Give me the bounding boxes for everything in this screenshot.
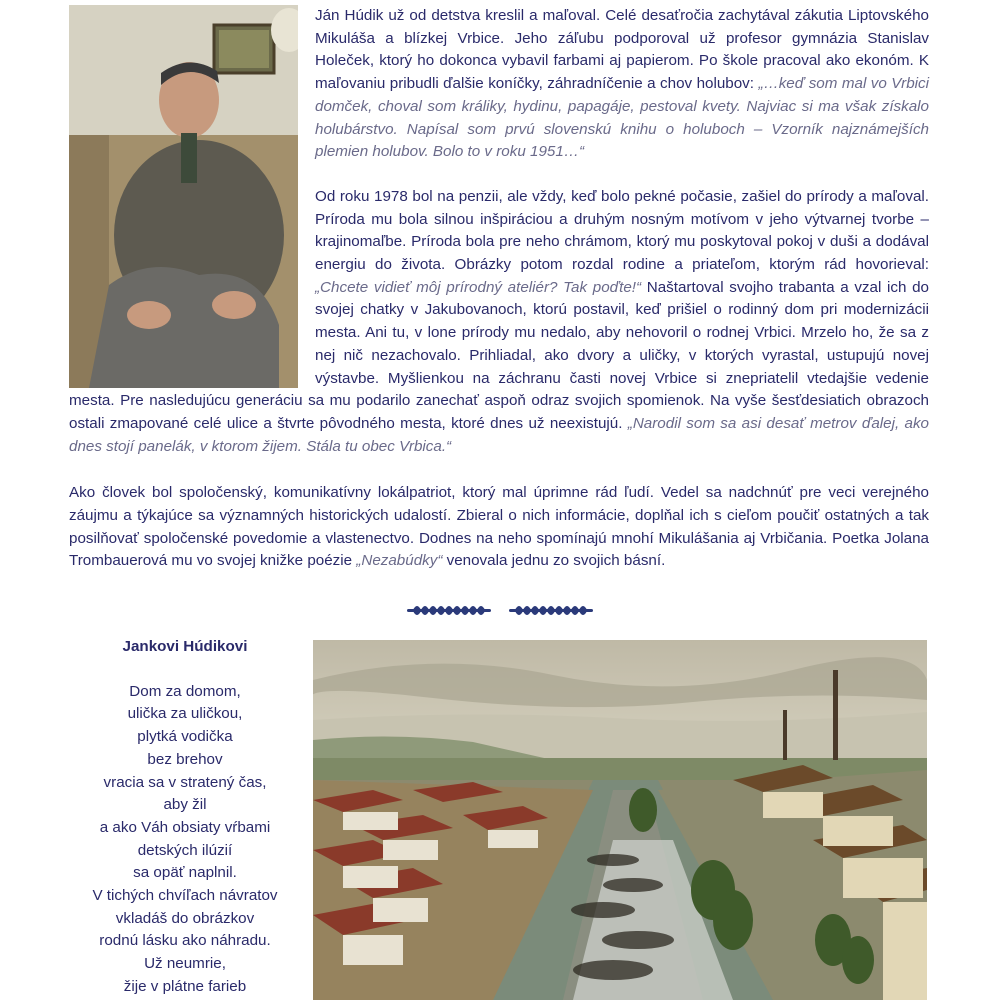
poem-line: ulička za uličkou, — [127, 705, 243, 723]
photo-spacer — [69, 5, 315, 388]
poem-line: Dom za domom, — [129, 682, 241, 700]
paragraph-3-text-b: venovala jednu zo svojich básní. — [442, 552, 666, 570]
paragraph-2-quote-b: „Narodil som sa asi desať metrov ďalej, ako dnes stojí panelák, v ktorom žijem. Stála tu obec Vrbica.“ — [69, 414, 929, 455]
paragraph-3-text-a: Ako človek bol spoločenský, komunikatívny lokálpatriot, ktorý mal úprimne rád ľudí. Vedel sa nadchnúť pre veci verejného záujmu a týkajúce sa významných historických udalostí. Zbieral o nich informácie, doplňal ich s cieľom poučiť ostatných a tak posilňovať spoločenské povedomie a vlastenectvo. Dodnes na neho spomínajú mnohí Mikulášania aj Vrbičania. Poetka Jolana Trombauerová mu vo svojej knižke poézie — [69, 484, 929, 570]
paragraph-1-text: Ján Húdik už od detstva kreslil a maľoval. Celé desaťročia zachytával zákutia Liptovského Mikuláša a blízkej Vrbice. Jeho záľubu podporoval už profesor gymnázia Stanislav Holeček, ktorý ho dokonca vybavil farbami aj papierom. Po škole pracoval ako ekonóm. K maľovaniu pribudli ďalšie koníčky, záhradníčenie a chov holubov: — [315, 7, 929, 93]
paragraph-2-quote-a: „Chcete vidieť môj prírodný ateliér? Tak poďte!“ — [315, 278, 642, 296]
poem-line: plytká vodička — [137, 728, 233, 746]
paragraph-3-quote: „Nezabúdky“ — [356, 552, 443, 570]
village-painting — [313, 640, 927, 1000]
poem-line: sa opäť naplnil. — [133, 864, 237, 882]
poem-line: bez brehov — [147, 750, 223, 768]
article-body — [69, 5, 929, 573]
poem-line: Už neumrie, — [144, 955, 226, 973]
poem-line: detských ilúzií — [137, 841, 233, 859]
poem-line: a ako Váh obsiaty vŕbami — [99, 818, 271, 836]
poem-title: Jankovi Húdikovi — [122, 638, 248, 655]
paragraph-2-text-b: Naštartoval svojho trabanta a vzal ich do svojej chatky v Jakubovanoch, ktorú postavil, keď prišiel o rodinný dom pri modernizácii mesta. Ani tu, v lone prírody mu nedalo, aby nehovoril o rodnej Vrbici. Mrzelo ho, že sa z nej nič nezachovalo. Prihliadal, ako dvory a uličky, v ktorých vyrastal, ustupujú novej výstavbe. Myšlienkou na záchranu časti novej Vrbice si znepriatelil vtedajšie vedenie mesta. Pre nasledujúcu generáciu sa mu podarilo zanechať aspoň odraz svojich spomienok. Na vyše šesťdesiatich obrazoch ostali zmapované celé ulice a štvrte pôvodného mesta, ktoré dnes už neexistujú. — [69, 278, 929, 432]
ornament-divider — [405, 598, 595, 624]
poem-line: aby žil — [163, 796, 207, 814]
poem-line: vkladáš do obrázkov — [115, 909, 255, 927]
poem-body — [90, 681, 280, 999]
paragraph-2-text-a: Od roku 1978 bol na penzii, ale vždy, keď bolo pekné počasie, zašiel do prírody a maľoval. Príroda mu bola silnou inšpiráciou a druhým nosným motívom v jeho výtvarnej tvorbe – krajinomaľbe. Príroda bola pre neho chrámom, ktorý mu poskytoval pokoj v duši a dodával energiu do života. Obrázky potom rozdal rodine a priateľom, ktorým rád hovorieval: — [315, 187, 929, 274]
paragraph-1-quote: „…keď som mal vo Vrbici domček, choval som králiky, hydinu, papagáje, pestoval kvety. Najviac si ma však získalo holubárstvo. Napísal som prvú slovenskú knihu o holuboch – Vzorník najznámejších plemien holubov. Bolo to v roku 1951…“ — [315, 75, 930, 161]
poem — [90, 636, 280, 999]
poem-line: vracia sa v stratený čas, — [103, 773, 267, 791]
poem-line: žije v plátne farieb — [123, 977, 247, 995]
paragraph-3 — [69, 482, 929, 573]
poem-line: rodnú lásku ako náhradu. — [99, 932, 271, 950]
poem-line: V tichých chvíľach návratov — [92, 887, 278, 905]
